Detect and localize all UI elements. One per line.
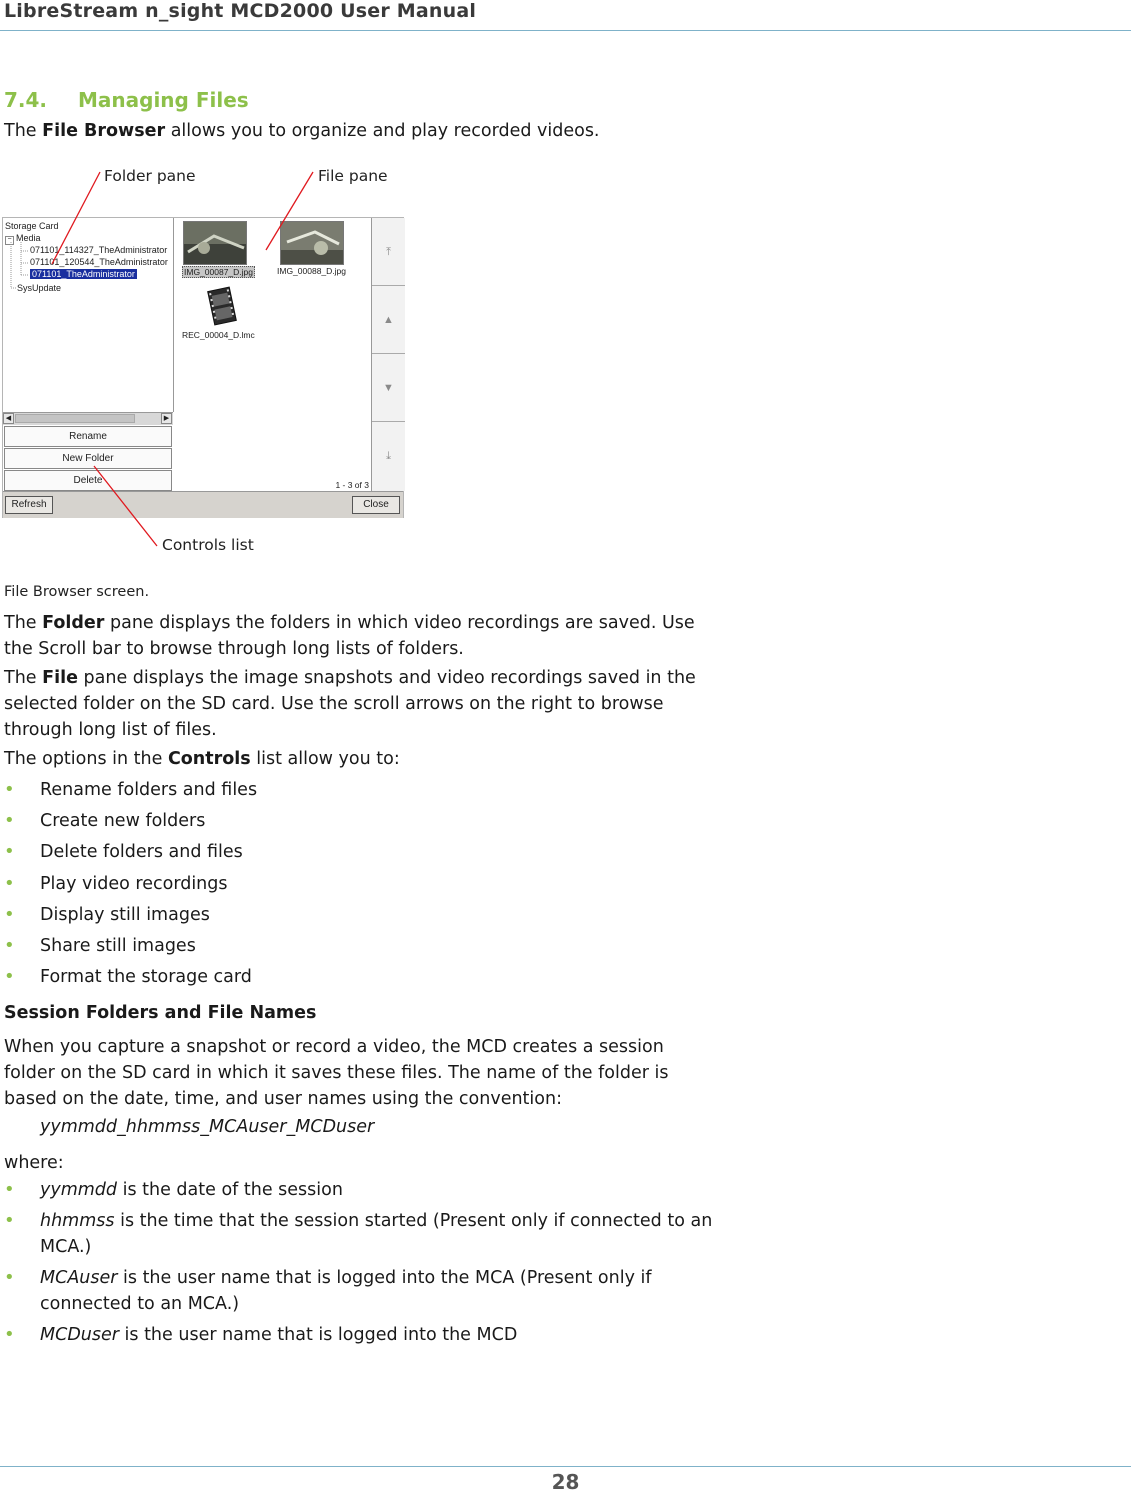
options-paragraph: The options in the Controls list allow you to: [4, 749, 400, 769]
tree-item-folder-2[interactable]: 071101_120544_TheAdministrator [30, 257, 168, 267]
section-number: 7.4. [4, 88, 48, 112]
refresh-button[interactable]: Refresh [5, 496, 53, 514]
bullet-icon: • [4, 1267, 15, 1288]
footer-rule [0, 1466, 1131, 1467]
bullet-icon: • [4, 1179, 15, 1200]
bullet-icon: • [4, 873, 15, 894]
document-header: LibreStream n_sight MCD2000 User Manual [4, 0, 477, 22]
tree-item-folder-1[interactable]: 071101_114327_TheAdministrator [30, 245, 168, 255]
bullet-icon: • [4, 841, 15, 862]
bullet-icon: • [4, 1324, 15, 1345]
collapse-icon[interactable]: − [5, 236, 14, 245]
where-label: where: [4, 1153, 64, 1173]
section-title: Managing Files [78, 88, 249, 112]
tree-item-sysupdate[interactable]: SysUpdate [17, 283, 62, 293]
tree-item-folder-3[interactable]: 071101_TheAdministrator [32, 269, 135, 279]
bullet-icon: • [4, 904, 15, 925]
file-paragraph: The File pane displays the image snapshots and video recordings saved in the selected folder on the SD card. Use the scroll arrows on the right to browse through long list of files. [4, 668, 696, 740]
bullet-icon: • [4, 779, 15, 800]
file-name-2[interactable]: IMG_00088_D.jpg [277, 266, 346, 276]
section-heading [4, 88, 249, 112]
scroll-up-icon[interactable]: ▲ [372, 286, 405, 354]
file-name-3[interactable]: REC_00004_D.lmc [182, 330, 255, 340]
scroll-top-icon[interactable]: ⤒ [372, 218, 405, 286]
page-number: 28 [551, 1470, 580, 1494]
scroll-left-icon[interactable]: ◀ [3, 413, 14, 424]
subsection-heading: Session Folders and File Names [4, 1003, 317, 1023]
bullet-icon: • [4, 810, 15, 831]
scroll-right-icon[interactable]: ▶ [161, 413, 172, 424]
tree-item-storage-card[interactable]: Storage Card [5, 221, 59, 231]
bullet-icon: • [4, 1210, 15, 1231]
callout-folder-pane: Folder pane [104, 167, 196, 185]
file-name-1[interactable]: IMG_00087_D.jpg [184, 267, 253, 277]
tree-item-media[interactable]: − Media [5, 233, 41, 245]
session-paragraph: When you capture a snapshot or record a video, the MCD creates a session folder on the SD card in which it saves these files. The name of the folder is based on the date, time, and user names using the convention: [4, 1037, 669, 1109]
callout-controls-list: Controls list [162, 536, 254, 554]
scroll-down-icon[interactable]: ▼ [372, 354, 405, 422]
bullet-icon: • [4, 935, 15, 956]
file-count: 1 - 3 of 3 [335, 480, 369, 490]
naming-convention: yymmdd_hhmmss_MCAuser_MCDuser [40, 1117, 375, 1137]
delete-button[interactable]: Delete [4, 470, 172, 491]
callout-file-pane: File pane [318, 167, 388, 185]
new-folder-button[interactable]: New Folder [4, 448, 172, 469]
bullet-icon: • [4, 966, 15, 987]
scroll-bottom-icon[interactable]: ⤓ [386, 450, 391, 462]
callout-lines [0, 160, 420, 560]
header-rule [0, 30, 1131, 31]
close-button[interactable]: Close [352, 496, 400, 514]
figure-caption: File Browser screen. [4, 584, 150, 600]
intro-paragraph: The File Browser allows you to organize and play recorded videos. [4, 121, 600, 141]
folder-paragraph: The Folder pane displays the folders in which video recordings are saved. Use the Scroll bar to browse through long lists of folders. [4, 613, 695, 659]
rename-button[interactable]: Rename [4, 426, 172, 447]
